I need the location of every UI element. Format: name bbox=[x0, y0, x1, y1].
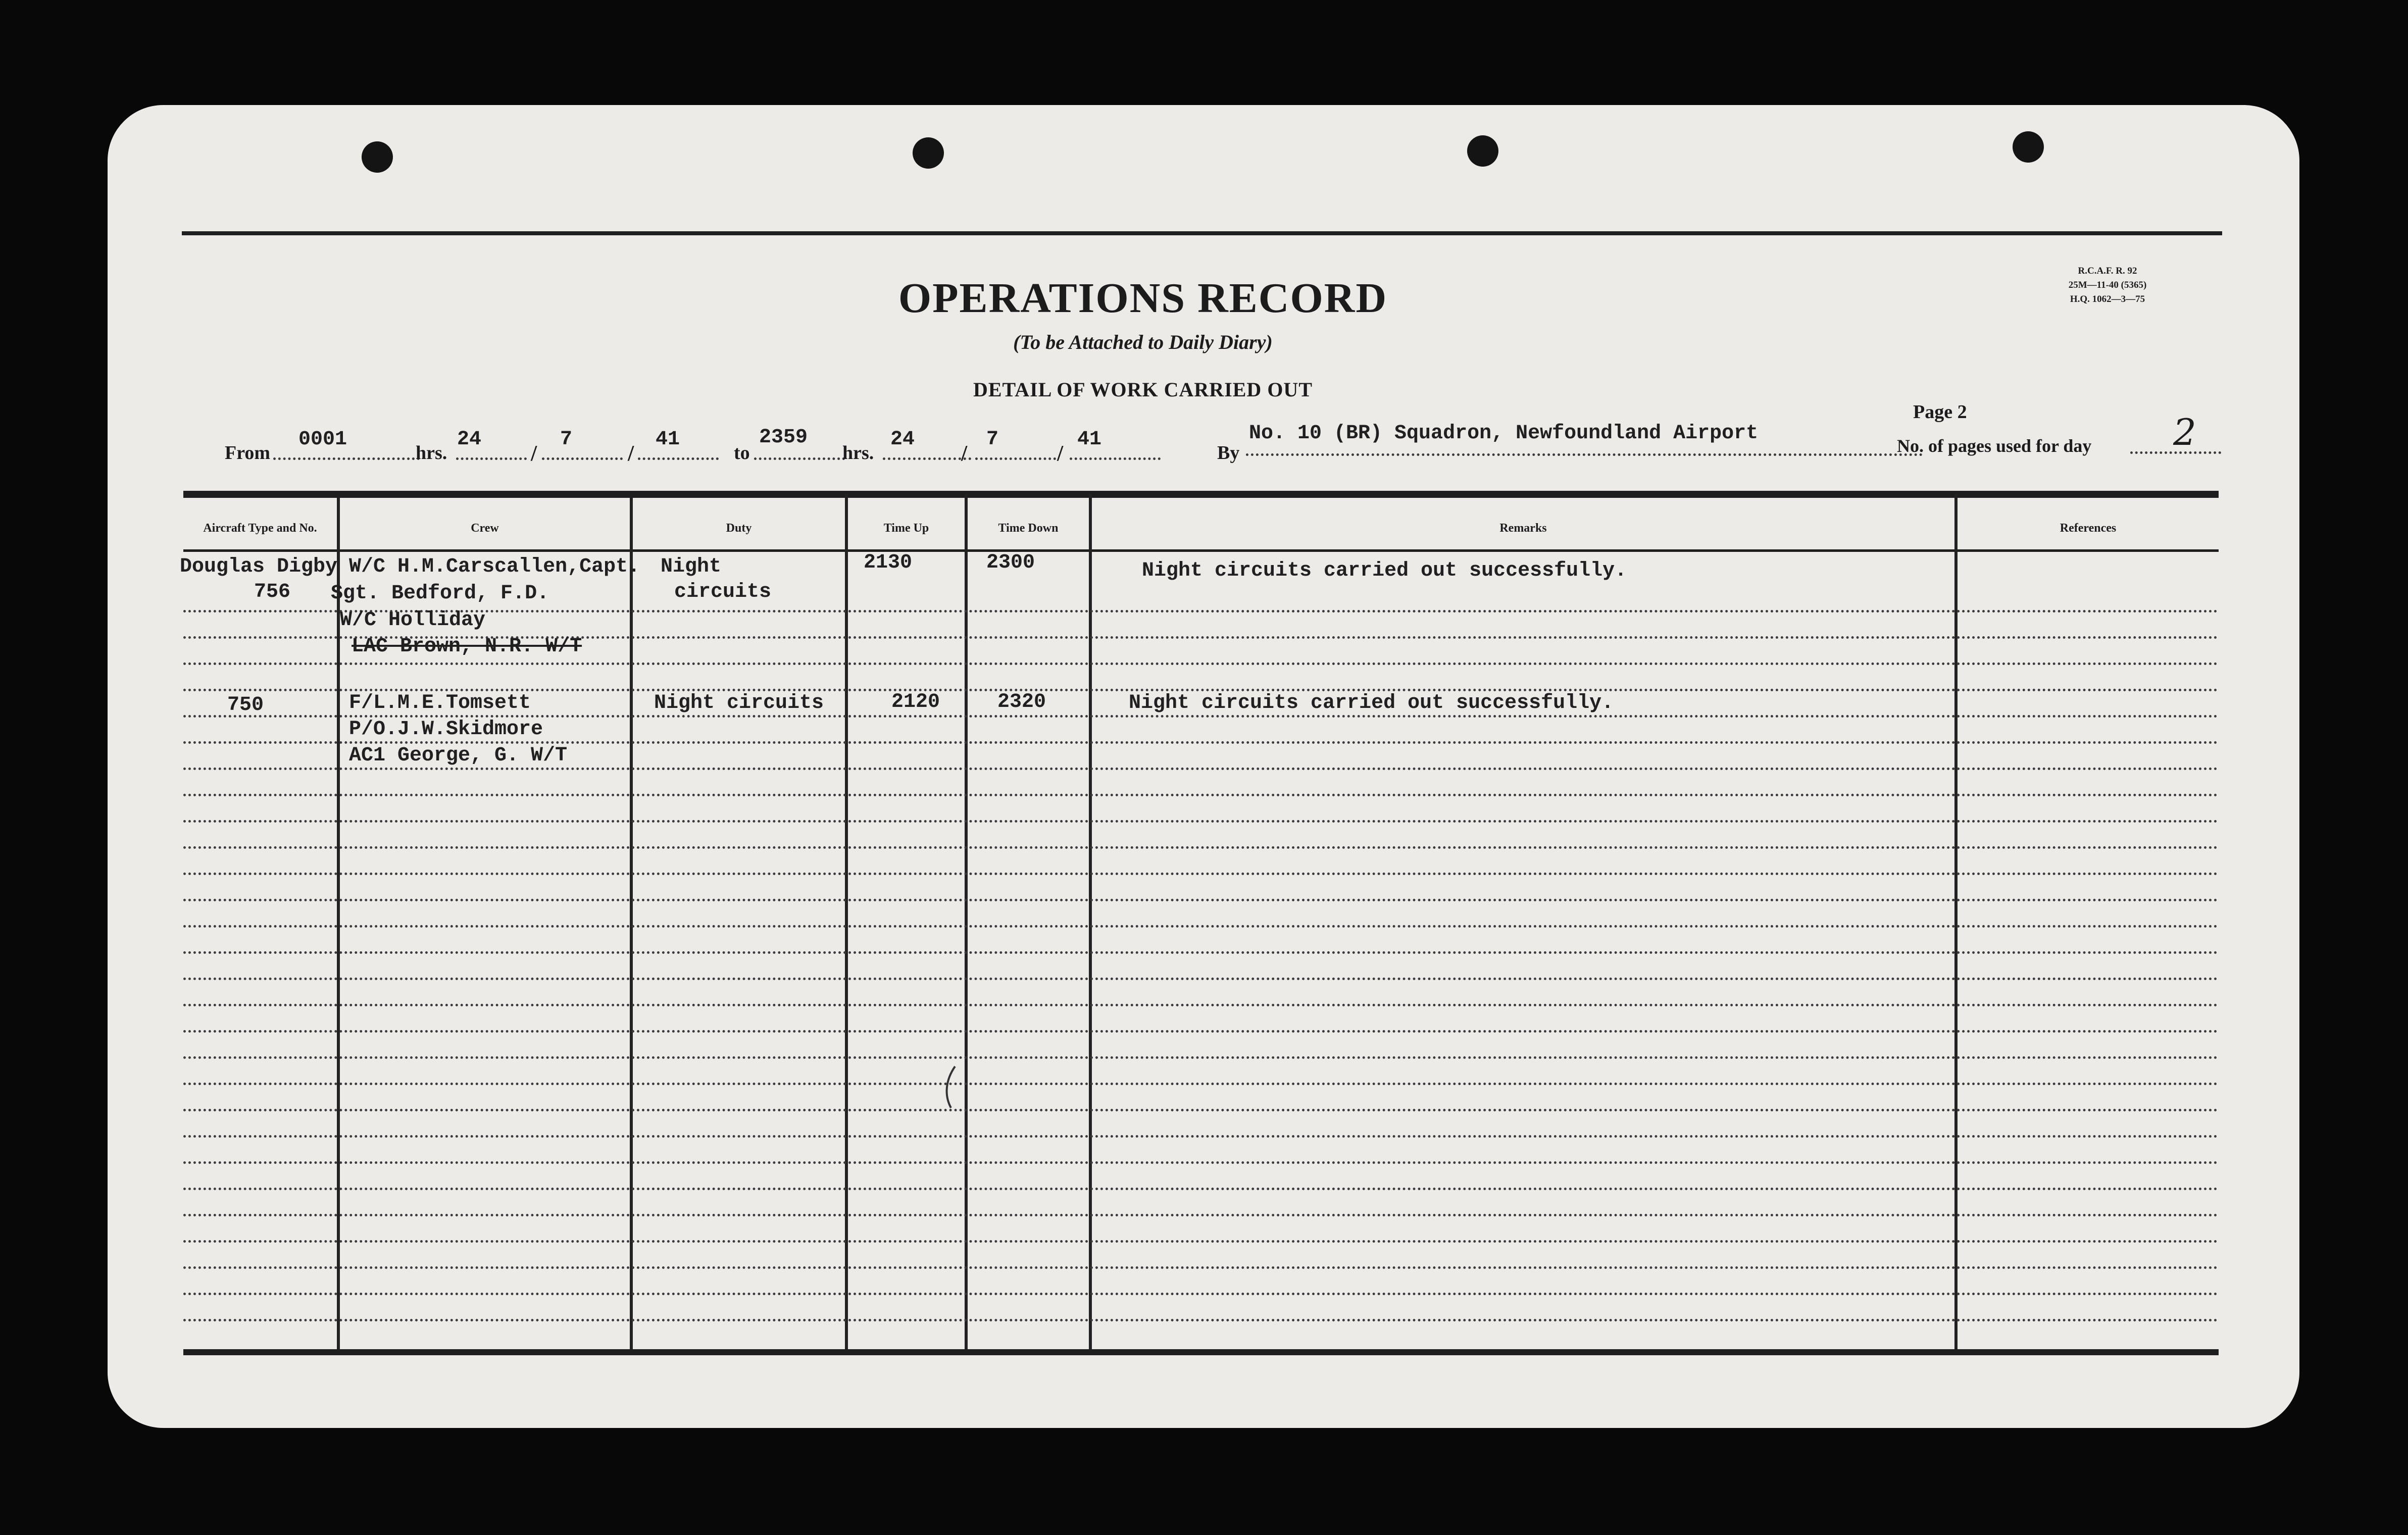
section-heading: DETAIL OF WORK CARRIED OUT bbox=[973, 378, 1313, 401]
column-header-references: References bbox=[2060, 522, 2117, 535]
unit-line bbox=[1246, 453, 1923, 456]
row-rule bbox=[183, 1266, 2219, 1269]
row-rule bbox=[183, 610, 2219, 612]
crew-member: AC1 George, G. W/T bbox=[349, 744, 568, 767]
row-rule bbox=[183, 1030, 2219, 1033]
form-code bbox=[2042, 264, 2173, 306]
hrs-label: hrs. bbox=[416, 442, 447, 464]
crew-member: W/C Holliday bbox=[340, 609, 486, 632]
column-header-time-down: Time Down bbox=[998, 522, 1059, 535]
top-rule bbox=[182, 231, 2222, 235]
column-header-aircraft: Aircraft Type and No. bbox=[203, 522, 317, 535]
date-slash: / bbox=[1057, 441, 1064, 466]
row-rule bbox=[183, 715, 2219, 718]
row-rule bbox=[183, 978, 2219, 980]
from-label: From bbox=[225, 442, 271, 464]
date-slash: / bbox=[961, 441, 968, 466]
crew-member: F/L.M.E.Tomsett bbox=[349, 692, 531, 714]
pencil-mark bbox=[941, 1064, 961, 1110]
to-month: 7 bbox=[986, 428, 999, 451]
from-time-line bbox=[273, 457, 420, 460]
column-divider bbox=[1089, 494, 1092, 1349]
page-title: OPERATIONS RECORD bbox=[898, 275, 1388, 322]
row-rule bbox=[183, 951, 2219, 954]
column-header-crew: Crew bbox=[471, 522, 499, 535]
row-rule bbox=[183, 1293, 2219, 1295]
remarks: Night circuits carried out successfully. bbox=[1142, 559, 1627, 582]
row-rule bbox=[183, 1319, 2219, 1321]
from-year-line bbox=[638, 457, 719, 460]
row-rule bbox=[183, 1188, 2219, 1190]
row-rule bbox=[183, 1161, 2219, 1164]
table-header-rule bbox=[183, 549, 2219, 552]
row-rule bbox=[183, 741, 2219, 744]
table-bottom-rule bbox=[183, 1349, 2219, 1355]
by-label: By bbox=[1217, 442, 1240, 464]
time-up: 2130 bbox=[864, 551, 913, 574]
time-down: 2320 bbox=[997, 691, 1046, 713]
duty: Night bbox=[661, 555, 722, 578]
punch-hole bbox=[2013, 131, 2044, 163]
row-rule bbox=[183, 794, 2219, 796]
column-divider bbox=[965, 494, 968, 1349]
form-code-line: H.Q. 1062—3—75 bbox=[2070, 294, 2145, 304]
crew-member: P/O.J.W.Skidmore bbox=[349, 718, 543, 741]
row-rule bbox=[183, 1056, 2219, 1059]
page-number: Page 2 bbox=[1913, 401, 1967, 423]
row-rule bbox=[183, 1214, 2219, 1216]
to-day-line bbox=[883, 457, 971, 460]
to-day: 24 bbox=[890, 428, 915, 451]
column-header-remarks: Remarks bbox=[1499, 522, 1547, 535]
punch-hole bbox=[1467, 135, 1498, 167]
row-rule bbox=[183, 1109, 2219, 1111]
crew-member: Sgt. Bedford, F.D. bbox=[331, 582, 549, 605]
operations-record-form bbox=[108, 105, 2299, 1428]
form-code-line: 25M—11-40 (5365) bbox=[2068, 280, 2147, 290]
date-slash: / bbox=[531, 441, 537, 466]
page-subtitle: (To be Attached to Daily Diary) bbox=[1013, 331, 1273, 353]
pages-used-value: 2 bbox=[2173, 411, 2196, 453]
row-rule bbox=[183, 1083, 2219, 1085]
table-top-rule bbox=[183, 491, 2219, 498]
to-label: to bbox=[734, 442, 750, 464]
crew-member: LAC Brown, N.R. W/T bbox=[352, 635, 582, 658]
to-year-line bbox=[1070, 457, 1161, 460]
remarks: Night circuits carried out successfully. bbox=[1129, 692, 1614, 714]
column-header-time-up: Time Up bbox=[883, 522, 929, 535]
row-rule bbox=[183, 1240, 2219, 1243]
to-time: 2359 bbox=[759, 426, 808, 449]
pages-used-label: No. of pages used for day bbox=[1897, 436, 2092, 456]
column-header-duty: Duty bbox=[726, 522, 752, 535]
punch-hole bbox=[362, 141, 393, 173]
row-rule bbox=[183, 1135, 2219, 1138]
from-time: 0001 bbox=[298, 428, 347, 451]
to-year: 41 bbox=[1077, 428, 1102, 451]
row-rule bbox=[183, 873, 2219, 875]
from-day: 24 bbox=[457, 428, 482, 451]
punch-hole bbox=[913, 137, 944, 169]
aircraft-type: Douglas Digby bbox=[180, 555, 338, 578]
row-rule bbox=[183, 899, 2219, 901]
aircraft-number: 750 bbox=[227, 694, 264, 717]
duty: circuits bbox=[674, 581, 772, 603]
from-day-line bbox=[456, 457, 527, 460]
row-rule bbox=[183, 768, 2219, 770]
row-rule bbox=[183, 820, 2219, 823]
date-slash: / bbox=[628, 441, 634, 466]
time-down: 2300 bbox=[986, 551, 1035, 574]
to-time-line bbox=[754, 457, 845, 460]
time-up: 2120 bbox=[891, 691, 940, 713]
from-month-line bbox=[542, 457, 623, 460]
squadron-unit: No. 10 (BR) Squadron, Newfoundland Airport bbox=[1249, 422, 1759, 445]
row-rule bbox=[183, 925, 2219, 928]
hrs-label: hrs. bbox=[842, 442, 874, 464]
row-rule bbox=[183, 662, 2219, 665]
duty: Night circuits bbox=[654, 692, 824, 714]
row-rule bbox=[183, 846, 2219, 849]
row-rule bbox=[183, 689, 2219, 691]
to-month-line bbox=[975, 457, 1056, 460]
from-year: 41 bbox=[656, 428, 680, 451]
form-code-line: R.C.A.F. R. 92 bbox=[2078, 266, 2137, 276]
column-divider bbox=[630, 498, 633, 1349]
column-divider bbox=[1954, 494, 1958, 1349]
column-divider bbox=[845, 494, 848, 1349]
crew-member: W/C H.M.Carscallen,Capt. bbox=[349, 555, 640, 578]
from-month: 7 bbox=[560, 428, 573, 451]
row-rule bbox=[183, 1004, 2219, 1006]
aircraft-number: 756 bbox=[254, 581, 291, 603]
